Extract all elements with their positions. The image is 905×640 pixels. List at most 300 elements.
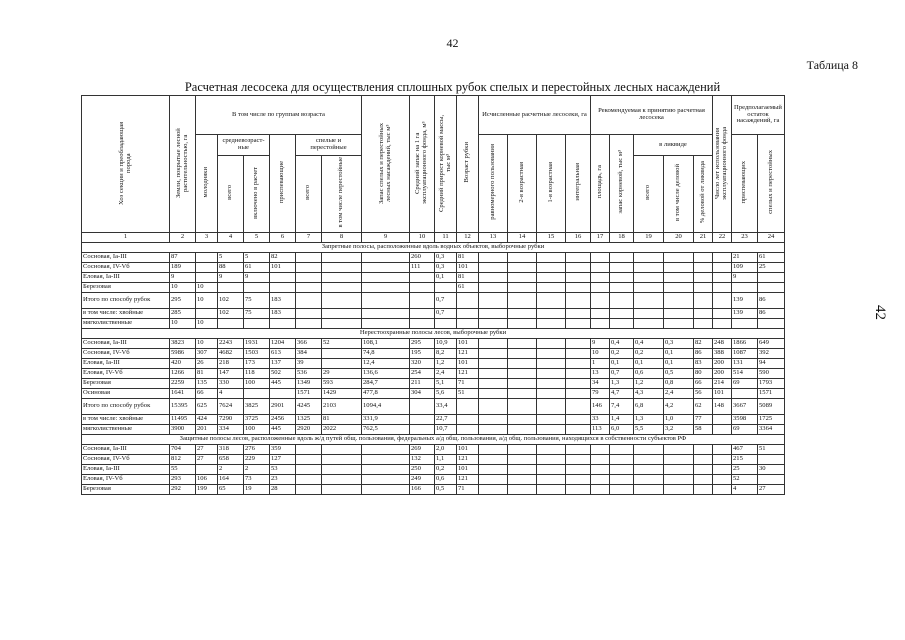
table-cell: 136,6 [362,369,410,379]
header-cell: Запас спелых и перестойных лесных насаждений, тыс м³ [362,96,410,233]
table-cell [610,319,634,329]
table-cell: 101 [457,445,479,455]
table-cell: 5986 [170,349,196,359]
table-cell [591,273,610,283]
table-cell: 132 [410,455,435,465]
table-cell: 75 [244,309,270,319]
table-cell: 3825 [244,399,270,415]
table-cell: 0,5 [435,485,457,495]
table-cell [479,283,508,293]
table-cell: 121 [457,369,479,379]
table-cell [566,415,591,425]
table-cell [537,465,566,475]
table-cell: 10 [196,339,218,349]
table-cell [566,283,591,293]
table-cell [537,379,566,389]
table-cell [694,455,713,465]
table-cell [664,455,694,465]
table-row [82,339,785,349]
table-cell: 2243 [218,339,244,349]
table-cell [591,445,610,455]
table-cell: 4 [732,485,758,495]
column-index-cell: 5 [244,233,270,243]
table-cell [591,263,610,273]
table-cell: 53 [270,465,296,475]
table-cell: 25 [732,465,758,475]
table-cell [591,253,610,263]
table-cell: 7290 [218,415,244,425]
table-cell [537,425,566,435]
table-cell [296,465,322,475]
table-row [82,253,785,263]
table-cell: 88 [218,263,244,273]
table-cell [713,485,732,495]
table-cell: 2022 [322,425,362,435]
table-cell [296,273,322,283]
table-cell: 1,3 [634,415,664,425]
table-cell [196,273,218,283]
table-cell [732,389,758,399]
table-cell: 66 [196,389,218,399]
table-cell: 101 [270,263,296,273]
table-cell [634,445,664,455]
table-cell [537,389,566,399]
table-row [82,399,785,415]
table-cell [664,253,694,263]
table-cell [664,445,694,455]
row-label: Сосновая, Ia-III [82,339,170,349]
table-cell [362,455,410,465]
table-cell [322,455,362,465]
table-cell [537,445,566,455]
table-cell [634,283,664,293]
table-cell: 0,6 [634,369,664,379]
table-cell [296,455,322,465]
header-cell: Исчисленные расчетные лесосеки, га [479,96,591,135]
table-cell: 388 [713,349,732,359]
table-cell: 34 [591,379,610,389]
table-label: Таблица 8 [806,58,858,72]
table-cell: 27 [758,485,785,495]
table-cell [634,293,664,309]
table-cell [694,253,713,263]
row-label: Сосновая, Ia-III [82,445,170,455]
table-cell [322,283,362,293]
table-cell [479,339,508,349]
table-cell: 10 [196,319,218,329]
table-cell: 5 [218,253,244,263]
table-cell: 1725 [758,415,785,425]
table-cell: 135 [196,379,218,389]
table-cell [508,455,537,465]
table-cell: 5 [244,253,270,263]
table-cell [664,283,694,293]
table-cell: 62 [694,399,713,415]
table-cell: 39 [296,359,322,369]
table-cell [479,319,508,329]
row-label: Сосновая, Ia-III [82,253,170,263]
table-row [82,415,785,425]
table-row [82,425,785,435]
table-cell: 1094,4 [362,399,410,415]
table-cell [537,359,566,369]
header-cell: Предполагаемый остаток насаждений, га [732,96,785,135]
header-cell: включено в расчет [244,156,270,233]
table-cell [508,379,537,389]
table-cell [457,319,479,329]
table-cell: 1,0 [664,415,694,425]
column-index-cell: 15 [537,233,566,243]
table-cell: 75 [244,293,270,309]
table-cell [244,283,270,293]
table-cell: 166 [410,485,435,495]
table-cell [362,273,410,283]
table-cell: 0,4 [610,339,634,349]
section-title: Нерестоохранные полосы лесов, выборочные рубки [82,329,785,339]
table-cell [508,273,537,283]
table-cell: 61 [457,283,479,293]
table-cell: 8,2 [435,349,457,359]
table-cell [694,445,713,455]
table-cell: 0,1 [664,359,694,369]
table-cell [664,293,694,309]
table-cell: 1571 [758,389,785,399]
header-cell: Хоз секции и преобладающая порода [82,96,170,233]
table-cell: 2 [244,465,270,475]
table-cell: 0,8 [664,379,694,389]
table-cell [410,415,435,425]
table-cell [664,485,694,495]
table-cell: 29 [322,369,362,379]
table-cell: 211 [410,379,435,389]
table-cell [410,283,435,293]
row-label: Еловая, IV-Vб [82,475,170,485]
table-cell: 295 [170,293,196,309]
row-label: Еловая, Ia-III [82,273,170,283]
table-cell [322,273,362,283]
row-label: Березовая [82,485,170,495]
table-cell [694,319,713,329]
table-body [82,233,785,495]
table-cell [296,319,322,329]
table-cell [566,349,591,359]
table-cell [537,293,566,309]
table-cell [479,349,508,359]
table-cell [591,319,610,329]
table-row [82,263,785,273]
table-cell: 293 [170,475,196,485]
table-cell: 9 [244,273,270,283]
table-cell: 613 [270,349,296,359]
header-cell: равномерного пользования [479,135,508,233]
table-cell [566,339,591,349]
table-cell [664,273,694,283]
column-index-cell: 14 [508,233,537,243]
table-cell [270,283,296,293]
table-cell: 147 [218,369,244,379]
table-cell: 4682 [218,349,244,359]
header-cell: средневозраст-ные [218,135,270,156]
table-cell [362,253,410,263]
table-row [82,445,785,455]
table-cell: 111 [410,263,435,273]
table-cell [566,455,591,465]
table-cell [508,425,537,435]
section-title: Защитные полосы лесов, расположенные вдоль ж/д путей общ. пользования, федеральных а/д общ. пользования, а/д общ. пользования, находящихся в собственности субъектов РФ [82,435,785,445]
table-cell [634,455,664,465]
table-cell [537,339,566,349]
table-cell: 27 [196,455,218,465]
table-cell: 3667 [732,399,758,415]
table-cell: 285 [170,309,196,319]
table-cell: 86 [758,293,785,309]
table-cell: 0,2 [435,465,457,475]
table-cell [322,263,362,273]
table-cell [196,253,218,263]
table-cell [713,455,732,465]
table-cell: 248 [713,339,732,349]
table-row [82,349,785,359]
table-cell: 189 [170,263,196,273]
table-cell [322,465,362,475]
table-cell [566,253,591,263]
table-cell: 148 [713,399,732,415]
table-cell: 0,7 [435,309,457,319]
table-cell: 214 [713,379,732,389]
table-cell [713,445,732,455]
table-cell: 52 [322,339,362,349]
table-cell [713,253,732,263]
table-cell [610,309,634,319]
header-cell: % деловой от ликвида [694,156,713,233]
table-cell: 4,7 [610,389,634,399]
table-cell [537,253,566,263]
table-header [82,96,785,233]
table-cell: 183 [270,309,296,319]
table-cell: 195 [410,349,435,359]
table-cell [634,465,664,475]
table-cell: 0,1 [664,349,694,359]
table-cell: 5,1 [435,379,457,389]
table-cell: 146 [591,399,610,415]
table-cell [479,399,508,415]
section-title-row [82,435,785,445]
table-cell: 21 [732,253,758,263]
table-cell [508,399,537,415]
header-cell: в том числе перестойные [322,156,362,233]
header-cell: в ликвиде [634,135,713,156]
table-cell [566,399,591,415]
table-cell: 254 [410,369,435,379]
table-cell: 73 [244,475,270,485]
table-cell: 0,5 [664,369,694,379]
table-cell: 1266 [170,369,196,379]
table-cell [322,293,362,309]
table-cell [479,309,508,319]
table-cell: 121 [457,349,479,359]
section-title: Запретные полосы, расположенные вдоль водных объектов, выборочные рубки [82,243,785,253]
column-index-row [82,233,785,243]
table-cell [218,319,244,329]
table-cell [457,309,479,319]
table-cell: 10,9 [435,339,457,349]
row-label: Еловая, Ia-III [82,359,170,369]
table-cell: 1793 [758,379,785,389]
table-cell: 4 [218,389,244,399]
table-cell: 55 [170,465,196,475]
table-cell [566,273,591,283]
column-index-cell: 18 [610,233,634,243]
table-cell: 118 [244,369,270,379]
table-cell: 424 [196,415,218,425]
table-cell [566,445,591,455]
table-cell [479,415,508,425]
table-cell: 100 [244,379,270,389]
table-cell [713,309,732,319]
table-row [82,283,785,293]
table-cell [322,445,362,455]
table-cell [244,319,270,329]
table-cell: 113 [591,425,610,435]
data-table [81,95,785,495]
table-cell [634,309,664,319]
table-cell: 420 [170,359,196,369]
table-cell: 25 [758,263,785,273]
header-cell: приспевающие [270,135,296,233]
table-cell: 229 [244,455,270,465]
table-cell: 109 [732,263,758,273]
table-cell: 4,3 [634,389,664,399]
table-cell: 61 [244,263,270,273]
table-cell: 0,2 [634,349,664,359]
table-cell: 1087 [732,349,758,359]
table-cell [591,309,610,319]
table-cell [694,263,713,273]
column-index-cell: 22 [713,233,732,243]
table-cell: 58 [694,425,713,435]
table-cell [410,319,435,329]
table-cell: 82 [694,339,713,349]
table-cell: 658 [218,455,244,465]
table-cell: 12,4 [362,359,410,369]
table-cell [508,445,537,455]
table-row [82,309,785,319]
table-cell: 260 [410,253,435,263]
table-cell [479,379,508,389]
table-cell [610,465,634,475]
table-cell [296,475,322,485]
column-index-cell: 9 [362,233,410,243]
table-cell: 200 [713,359,732,369]
table-cell [610,293,634,309]
table-cell: 83 [694,359,713,369]
table-cell [566,485,591,495]
table-cell: 593 [322,379,362,389]
table-cell: 1,4 [610,415,634,425]
column-index-cell: 6 [270,233,296,243]
table-cell [508,283,537,293]
table-cell [362,309,410,319]
table-cell [508,253,537,263]
table-cell [758,455,785,465]
table-cell: 33 [591,415,610,425]
table-cell [508,349,537,359]
table-cell: 139 [732,293,758,309]
table-cell: 0,6 [435,475,457,485]
table-cell: 164 [218,475,244,485]
table-cell [537,263,566,273]
table-cell: 61 [758,253,785,263]
table-cell: 3598 [732,415,758,425]
table-cell [479,485,508,495]
table-cell [694,293,713,309]
table-cell [435,283,457,293]
table-cell [566,389,591,399]
table-cell: 0,1 [610,359,634,369]
table-cell [694,475,713,485]
table-row [82,319,785,329]
column-index-cell: 2 [170,233,196,243]
table-cell [508,465,537,475]
header-cell: Рекомендуемая к принятию расчетная лесосека [591,96,713,135]
table-cell [296,293,322,309]
row-label: Еловая, Ia-III [82,465,170,475]
table-cell: 1,1 [435,455,457,465]
table-cell: 9 [732,273,758,283]
table-cell: 1641 [170,389,196,399]
column-index-cell: 7 [296,233,322,243]
table-cell: 6,0 [610,425,634,435]
table-cell [610,475,634,485]
table-cell: 445 [270,425,296,435]
table-cell [694,273,713,283]
table-cell [664,263,694,273]
header-cell: Земли, покрытые лесной растительностью, га [170,96,196,233]
table-cell: 5089 [758,399,785,415]
table-cell: 102 [218,309,244,319]
table-cell [566,309,591,319]
table-cell [537,309,566,319]
table-cell: 81 [196,369,218,379]
table-cell: 0,3 [435,253,457,263]
header-cell: площадь, га [591,135,610,233]
table-cell: 392 [758,349,785,359]
table-row [82,485,785,495]
table-cell: 139 [732,309,758,319]
table-cell: 137 [270,359,296,369]
table-cell [713,263,732,273]
table-cell [566,379,591,389]
table-cell: 1571 [296,389,322,399]
table-cell: 514 [732,369,758,379]
header-cell: всего [634,156,664,233]
table-cell [537,273,566,283]
table-cell [508,475,537,485]
table-cell [591,283,610,293]
table-cell [218,283,244,293]
table-cell [322,319,362,329]
table-cell [196,263,218,273]
table-cell [566,293,591,309]
table-cell [479,475,508,485]
table-row [82,359,785,369]
table-cell: 9 [170,273,196,283]
table-cell: 52 [732,475,758,485]
table-cell: 2901 [270,399,296,415]
table-cell: 2 [218,465,244,475]
column-index-cell: 13 [479,233,508,243]
table-cell: 69 [732,379,758,389]
